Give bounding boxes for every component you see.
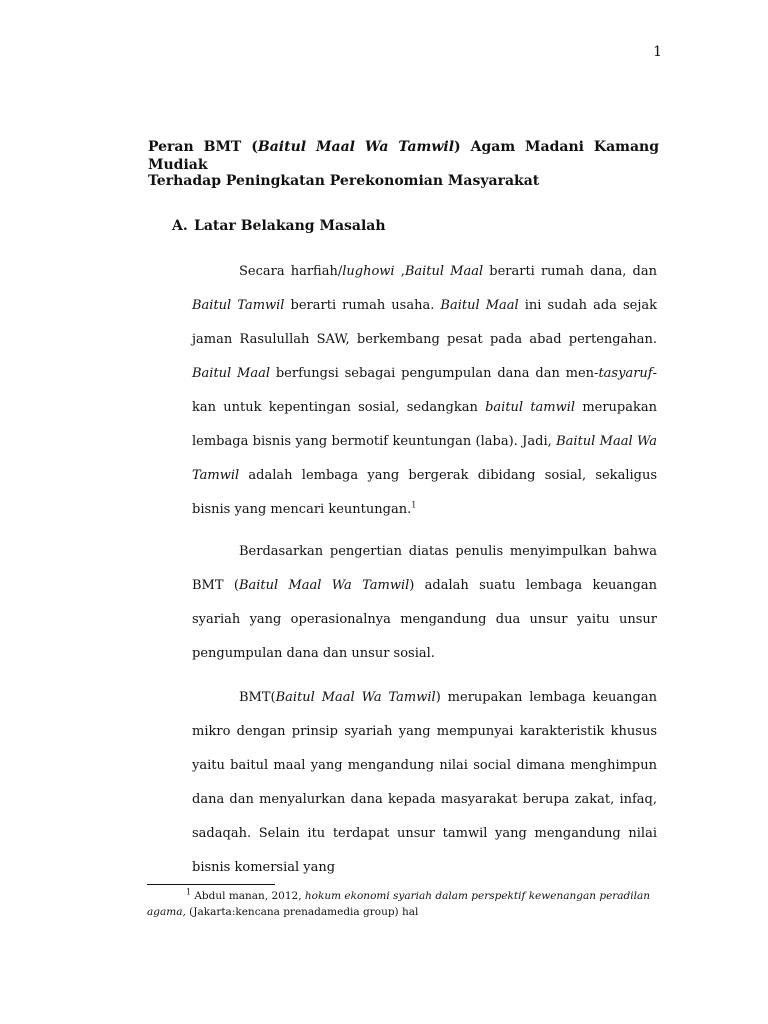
title-suffix: ) Agam Madani Kamang Mudiak — [148, 139, 659, 173]
paragraph-2: Berdasarkan pengertian diatas penulis menyimpulkan bahwa BMT (Baitul Maal Wa Tamwil) adalah suatu lembaga keuangan syariah yang operasionalnya mengandung dua unsur yaitu unsur pengumpulan dana dan unsur sosial. — [192, 544, 657, 661]
section-heading-text: Latar Belakang Masalah — [194, 218, 386, 234]
section-heading — [172, 218, 386, 234]
footnote: $^1$ Abdul manan, 2012, hokum ekonomi syariah dalam perspektif kewenangan peradilan agama, (Jakarta:kencana prenadamedia group) hal — [147, 887, 651, 918]
page-number: 1 — [653, 44, 662, 60]
document-title-line-1 — [148, 138, 659, 174]
section-marker: A. — [172, 218, 188, 234]
paragraph-3: BMT(Baitul Maal Wa Tamwil) merupakan lembaga keuangan mikro dengan prinsip syariah yang mempunyai karakteristik khusus yaitu baitul maal yang mengandung nilai social dimana menghimpun dana dan menyalurkan dana kepada masyarakat berupa zakat, infaq, sadaqah. Selain itu terdapat unsur tamwil yang mengandung nilai bisnis komersial yang — [192, 690, 657, 875]
footnote-divider — [147, 884, 275, 885]
footnote-reference: 1 — [411, 500, 417, 510]
title-prefix: Peran BMT ( — [148, 139, 258, 155]
title-italic: Baitul Maal Wa Tamwil — [257, 139, 455, 155]
footnote-number: 1 — [185, 887, 191, 897]
document-title-line-2: Terhadap Peningkatan Perekonomian Masyarakat — [148, 173, 540, 189]
paragraph-1: Secara harfiah/lughowi ,Baitul Maal berarti rumah dana, dan Baitul Tamwil berarti rumah usaha. Baitul Maal ini sudah ada sejak jaman Rasulullah SAW, berkembang pesat pada abad pertengahan. Baitul Maal berfungsi sebagai pengumpulan dana dan men-tasyaruf-kan untuk kepentingan sosial, sedangkan baitul tamwil merupakan lembaga bisnis yang bermotif keuntungan (laba). Jadi, Baitul Maal Wa Tamwil adalah lembaga yang bergerak dibidang sosial, sekaligus bisnis yang mencari keuntungan.$^1$ — [192, 264, 657, 517]
